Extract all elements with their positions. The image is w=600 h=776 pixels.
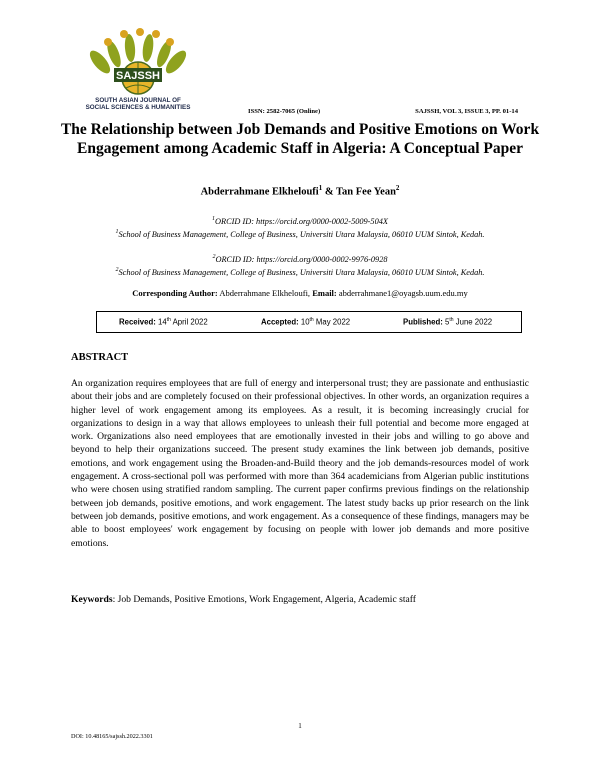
abstract-heading: ABSTRACT: [71, 352, 129, 363]
accepted-date: [261, 317, 350, 327]
journal-name-line1: SOUTH ASIAN JOURNAL OF: [95, 97, 181, 104]
authors: [0, 184, 600, 198]
dates-box: [96, 311, 522, 333]
published-date: [403, 317, 492, 327]
affiliation-2-sup: 2: [212, 254, 216, 260]
paper-title: The Relationship between Job Demands and Positive Emotions on Work Engagement among Academic Staff in Algeria: A Conceptual Paper: [60, 121, 540, 157]
affiliation-2: [0, 252, 600, 278]
author-2-sup: 2: [395, 184, 400, 192]
received-day: 14: [155, 317, 167, 327]
author-separator: &: [322, 186, 337, 198]
affiliation-1-sup: 1: [212, 216, 216, 222]
accepted-day: 10: [298, 317, 310, 327]
corresponding-name: Abderrahmane Elkheloufi,: [217, 288, 313, 298]
orcid-1: ORCID ID: https://orcid.org/0000-0002-5009-504X: [215, 216, 388, 226]
logo-text: SAJSSH: [115, 70, 161, 82]
author-1: Abderrahmane Elkheloufi: [200, 186, 319, 198]
received-sup: th: [166, 317, 171, 323]
abstract-text: An organization requires employees that are full of energy and interpersonal trust; they are passionate and enthusiastic about their jobs and are completely focused on their professional objectives. In other words, an organization requires a higher level of work engagement among its employees. As a result, it is becoming increasingly crucial for organizations to design in a way that allows employees to unleash their full potential and become more engaged at work. Organizations also need employees that are emotionally invested in their jobs and willing to go above and beyond to help their organizations succeed. The present study examines the link between job demands, positive emotions, and work engagement using the Broaden-and-Build theory and the job demands-resources model of work engagement. A cross-sectional poll was performed with more than 364 academicians from Algerian public institutions who were chosen using stratified random sampling. The current paper confirms previous findings on the relationship between job demands, positive emotions, and work engagement. The latest study backs up prior research on the link between job demands, positive emotions, and work engagement. As a consequence of these findings, managers may be able to boost employees' work engagement by focusing on people with lower job demands and more positive emotions.: [71, 378, 529, 549]
page-number: 1: [298, 722, 302, 730]
published-sup: th: [449, 317, 454, 323]
email-label: Email:: [312, 288, 337, 298]
accepted-rest: May 2022: [313, 317, 351, 327]
school-2: School of Business Management, College of Business, Universiti Utara Malaysia, 06010 UUM Sintok, Kedah.: [118, 267, 485, 277]
journal-name-line2: SOCIAL SCIENCES & HUMANITIES: [85, 104, 191, 111]
author-2: Tan Fee Yean: [336, 186, 396, 198]
keywords-text: : Job Demands, Positive Emotions, Work Engagement, Algeria, Academic staff: [112, 594, 416, 605]
doi: DOI: 10.48165/sajssh.2022.3301: [71, 733, 153, 740]
issn: ISSN: 2582-7065 (Online): [248, 108, 321, 115]
published-day: 5: [442, 317, 450, 327]
received-date: [119, 317, 208, 327]
corresponding-email: abderrahmane1@oyagsb.uum.edu.my: [336, 288, 468, 298]
published-rest: June 2022: [453, 317, 493, 327]
received-rest: April 2022: [170, 317, 208, 327]
accepted-sup: th: [309, 317, 314, 323]
affiliation-1-school-sup: 1: [115, 228, 119, 235]
school-1: School of Business Management, College of Business, Universiti Utara Malaysia, 06010 UUM Sintok, Kedah.: [118, 229, 485, 239]
keywords: [71, 594, 531, 605]
accepted-label: Accepted:: [261, 317, 299, 327]
published-label: Published:: [403, 317, 443, 327]
volume-info: SAJSSH, VOL 3, ISSUE 3, PP. 01-14: [415, 108, 518, 115]
author-1-sup: 1: [318, 184, 323, 192]
corresponding-label: Corresponding Author:: [132, 288, 218, 298]
journal-name: [56, 97, 220, 111]
corresponding-author: [0, 288, 600, 298]
received-label: Received:: [119, 317, 156, 327]
orcid-2: ORCID ID: https://orcid.org/0000-0002-9976-0928: [215, 254, 388, 264]
keywords-label: Keywords: [71, 594, 113, 605]
affiliation-1: [0, 214, 600, 240]
affiliation-2-school-sup: 2: [115, 266, 119, 273]
